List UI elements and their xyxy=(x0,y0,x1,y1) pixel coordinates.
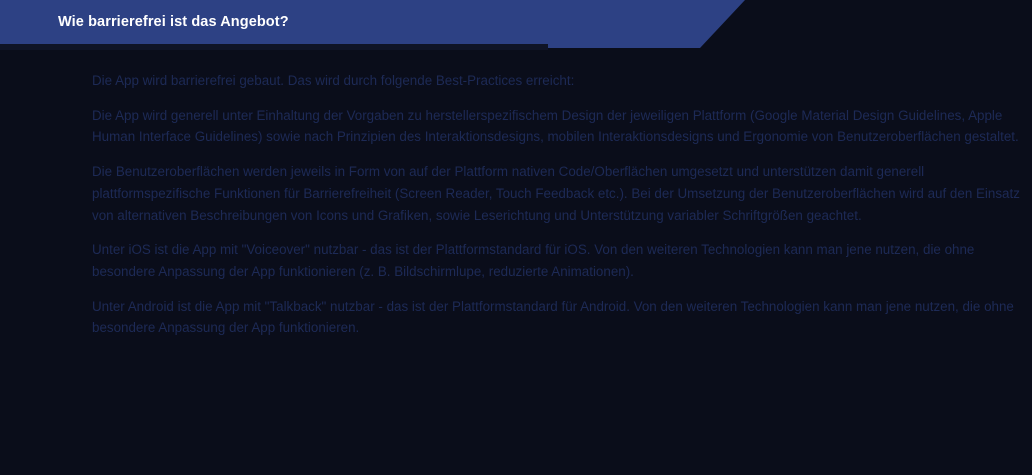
banner-underline xyxy=(0,44,548,50)
paragraph: Die Benutzeroberflächen werden jeweils in Form von auf der Plattform nativen Code/Oberflächen umgesetzt und unterstützen damit generell plattformspezifische Funktionen für Barrierefreiheit (Screen Reader, Touch Feedback etc.). Bei der Umsetzung der Benutzeroberflächen wird auf den Einsatz von alternativen Beschreibungen von Icons und Grafiken, sowie Leserichtung und Unterstützung variabler Schriftgrößen geachtet. xyxy=(92,164,1020,223)
section-header-banner xyxy=(0,0,760,48)
paragraph: Die App wird barrierefrei gebaut. Das wird durch folgende Best-Practices erreicht: xyxy=(92,73,575,88)
content-body xyxy=(92,70,1032,339)
paragraph: Unter iOS ist die App mit "Voiceover" nutzbar - das ist der Plattformstandard für iOS. Von den weiteren Technologien kann man jene nutzen, die ohne besondere Anpassung der App funktionieren (z. B. Bildschirmlupe, reduzierte Animationen). xyxy=(92,242,975,279)
footer-strip xyxy=(0,457,1032,475)
page-title: Wie barrierefrei ist das Angebot? xyxy=(58,14,289,30)
paragraph: Die App wird generell unter Einhaltung der Vorgaben zu herstellerspezifischem Design der jeweiligen Plattform (Google Material Design Guidelines, Apple Human Interface Guidelines) sowie nach Prinzipien des Interaktionsdesigns, mobilen Interaktionsdesigns und Ergonomie von Benutzeroberflächen gestaltet. xyxy=(92,107,1019,145)
paragraph: Unter Android ist die App mit "Talkback" nutzbar - das ist der Plattformstandard für Android. Von den weiteren Technologien kann man jene nutzen, die ohne besondere Anpassung der App funktionieren. xyxy=(92,298,1014,336)
